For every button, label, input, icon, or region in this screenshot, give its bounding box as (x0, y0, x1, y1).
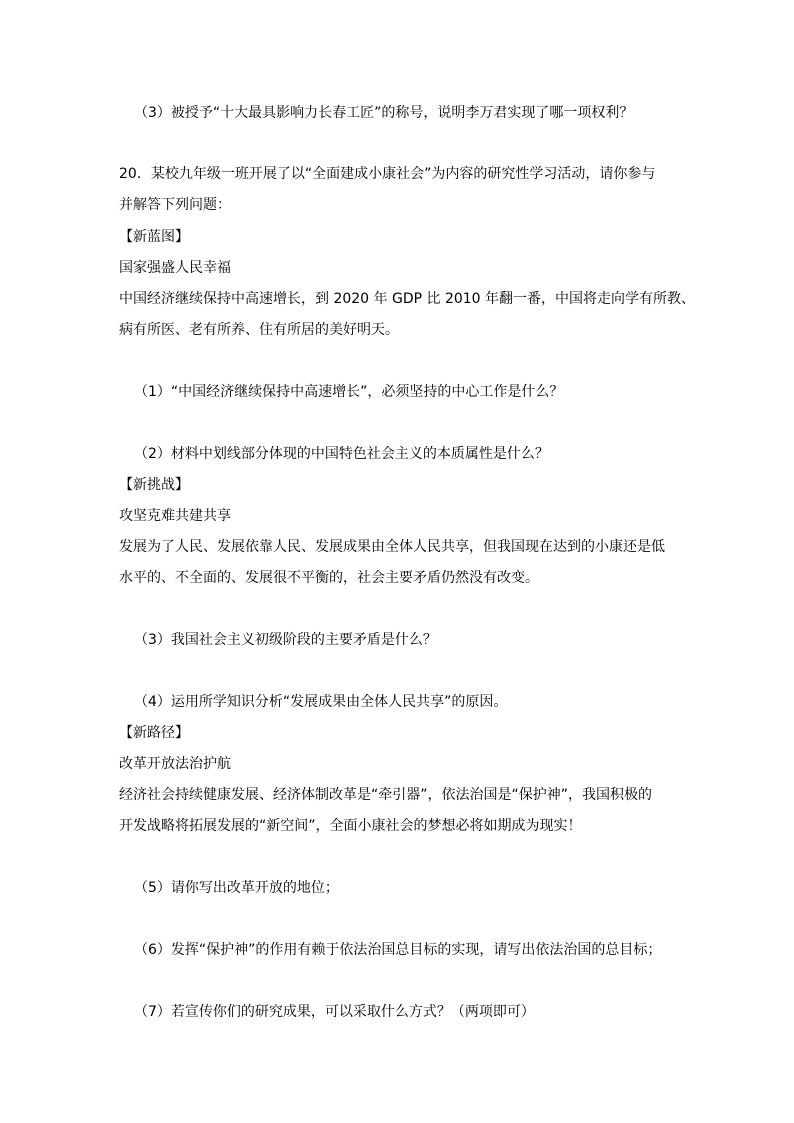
question-7: （7）若宣传你们的研究成果，可以采取什么方式？（两项即可） (134, 1004, 535, 1020)
material-challenge-line2: 水平的、不全面的、发展很不平衡的，社会主要矛盾仍然没有改变。 (119, 570, 539, 586)
section-subtitle-blueprint: 国家强盛人民幸福 (119, 260, 231, 276)
material-path-line1: 经济社会持续健康发展、经济体制改革是“牵引器”，依法治国是“保护神”，我国积极的 (119, 787, 653, 803)
section-subtitle-path: 改革开放法治护航 (119, 756, 231, 772)
material-blueprint-line1: 中国经济继续保持中高速增长，到 2020 年 GDP 比 2010 年翻一番，中国将走向学有所教、 (119, 291, 696, 307)
material-challenge-line1: 发展为了人民、发展依靠人民、发展成果由全体人民共享，但我国现在达到的小康还是低 (119, 539, 665, 555)
section-subtitle-challenge: 攻坚克难共建共享 (119, 508, 231, 524)
material-path-line2: 开发战略将拓展发展的“新空间”，全面小康社会的梦想必将如期成为现实！ (119, 818, 582, 834)
material-blueprint-line2: 病有所医、老有所养、住有所居的美好明天。 (119, 322, 399, 338)
question-20-intro-line1: 20．某校九年级一班开展了以“全面建成小康社会”为内容的研究性学习活动，请你参与 (119, 166, 656, 182)
question-3: （3）我国社会主义初级阶段的主要矛盾是什么？ (134, 632, 437, 648)
section-header-blueprint: 【新蓝图】 (119, 229, 189, 245)
question-2: （2）材料中划线部分体现的中国特色社会主义的本质属性是什么？ (134, 446, 549, 462)
question-1: （1）“中国经济继续保持中高速增长”，必须坚持的中心工作是什么？ (134, 384, 564, 400)
section-header-path: 【新路径】 (119, 725, 189, 741)
question-4: （4）运用所学知识分析“发展成果由全体人民共享”的原因。 (134, 694, 508, 710)
question-6: （6）发挥“保护神”的作用有赖于依法治国总目标的实现，请写出依法治国的总目标； (134, 942, 662, 958)
section-header-challenge: 【新挑战】 (119, 477, 189, 493)
question-5: （5）请你写出改革开放的地位； (134, 880, 339, 896)
question-20-intro-line2: 并解答下列问题： (119, 197, 231, 213)
question-3-previous: （3）被授予“十大最具影响力长春工匠”的称号，说明李万君实现了哪一项权利？ (134, 105, 634, 121)
